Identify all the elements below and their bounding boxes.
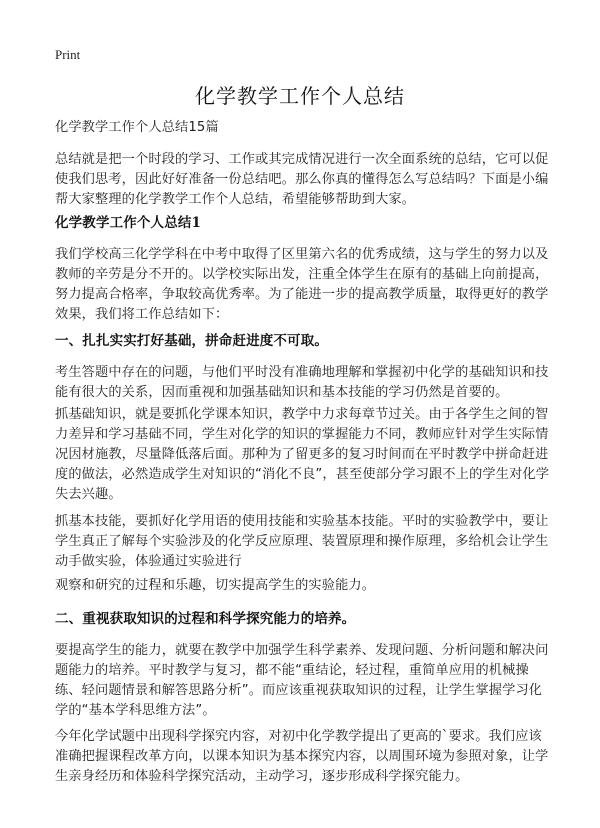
paragraph-1: 我们学校高三化学学科在中考中取得了区里第六名的优秀成绩，这与学生的努力以及教师的辛劳是分不开的。以学校实际出发，注重全体学生在原有的基础上向前提高，努力提高合格率，争取较高优秀率。为了能进一步的提高教学质量，取得更好的教学效果，我们将工作总结如下： xyxy=(55,247,549,322)
paragraph-3: 抓基础知识，就是要抓化学课本知识，教学中力求每章节过关。由于各学生之间的智力差异和学习基础不同，学生对化学的知识的掌握能力不同，教师应针对学生实际情况因材施教，尽量降低落后面。那种为了留更多的复习时间而在平时教学中拼命赶进度的做法，必然造成学生对知识的“消化不良”，甚至使部分学习跟不上的学生对化学失去兴趣。 xyxy=(55,407,550,502)
page-title: 化学教学工作个人总结 xyxy=(195,84,405,108)
document-subtitle: 化学教学工作个人总结15篇 xyxy=(55,120,219,135)
paragraph-6: 要提高学生的能力，就要在教学中加强学生科学素养、发现问题、分析问题和解决问题能力的培养。平时教学与复习，都不能“重结论，轻过程，重简单应用的机械操练、轻问题情景和解答思路分析”。而应该重视获取知识的过程，让学生掌握学习化学的“基本学科思维方法”。 xyxy=(55,643,549,718)
heading-1: 一、扎扎实实打好基础，拼命赶进度不可取。 xyxy=(55,333,328,349)
print-label[interactable]: Print xyxy=(55,47,81,62)
heading-2: 二、重视获取知识的过程和科学探究能力的培养。 xyxy=(55,611,356,627)
section-title: 化学教学工作个人总结1 xyxy=(55,215,202,231)
paragraph-4: 抓基本技能，要抓好化学用语的使用技能和实验基本技能。平时的实验教学中，要让学生真正了解每个实验涉及的化学反应原理、装置原理和操作原理，多给机会让学生动手做实验，体验通过实验进行 xyxy=(55,514,549,569)
paragraph-5: 观察和研究的过程和乐趣，切实提高学生的实验能力。 xyxy=(55,578,376,593)
paragraph-7: 今年化学试题中出现科学探究内容，对初中化学教学提出了更高的`要求。我们应该准确把握课程改革方向，以课本知识为基本探究内容，以周围环境为参照对象，让学生亲身经历和体验科学探究活动，主动学习，逐步形成科学探究能力。 xyxy=(55,729,549,784)
paragraph-2: 考生答题中存在的问题，与他们平时没有准确地理解和掌握初中化学的基础知识和技能有很大的关系，因而重视和加强基础知识和基本技能的学习仍然是首要的。 xyxy=(55,365,549,400)
intro-paragraph: 总结就是把一个时段的学习、工作或其完成情况进行一次全面系统的总结，它可以促使我们思考，因此好好准备一份总结吧。那么你真的懂得怎么写总结吗？下面是小编帮大家整理的化学教学工作个人总结，希望能够帮助到大家。 xyxy=(55,152,549,207)
